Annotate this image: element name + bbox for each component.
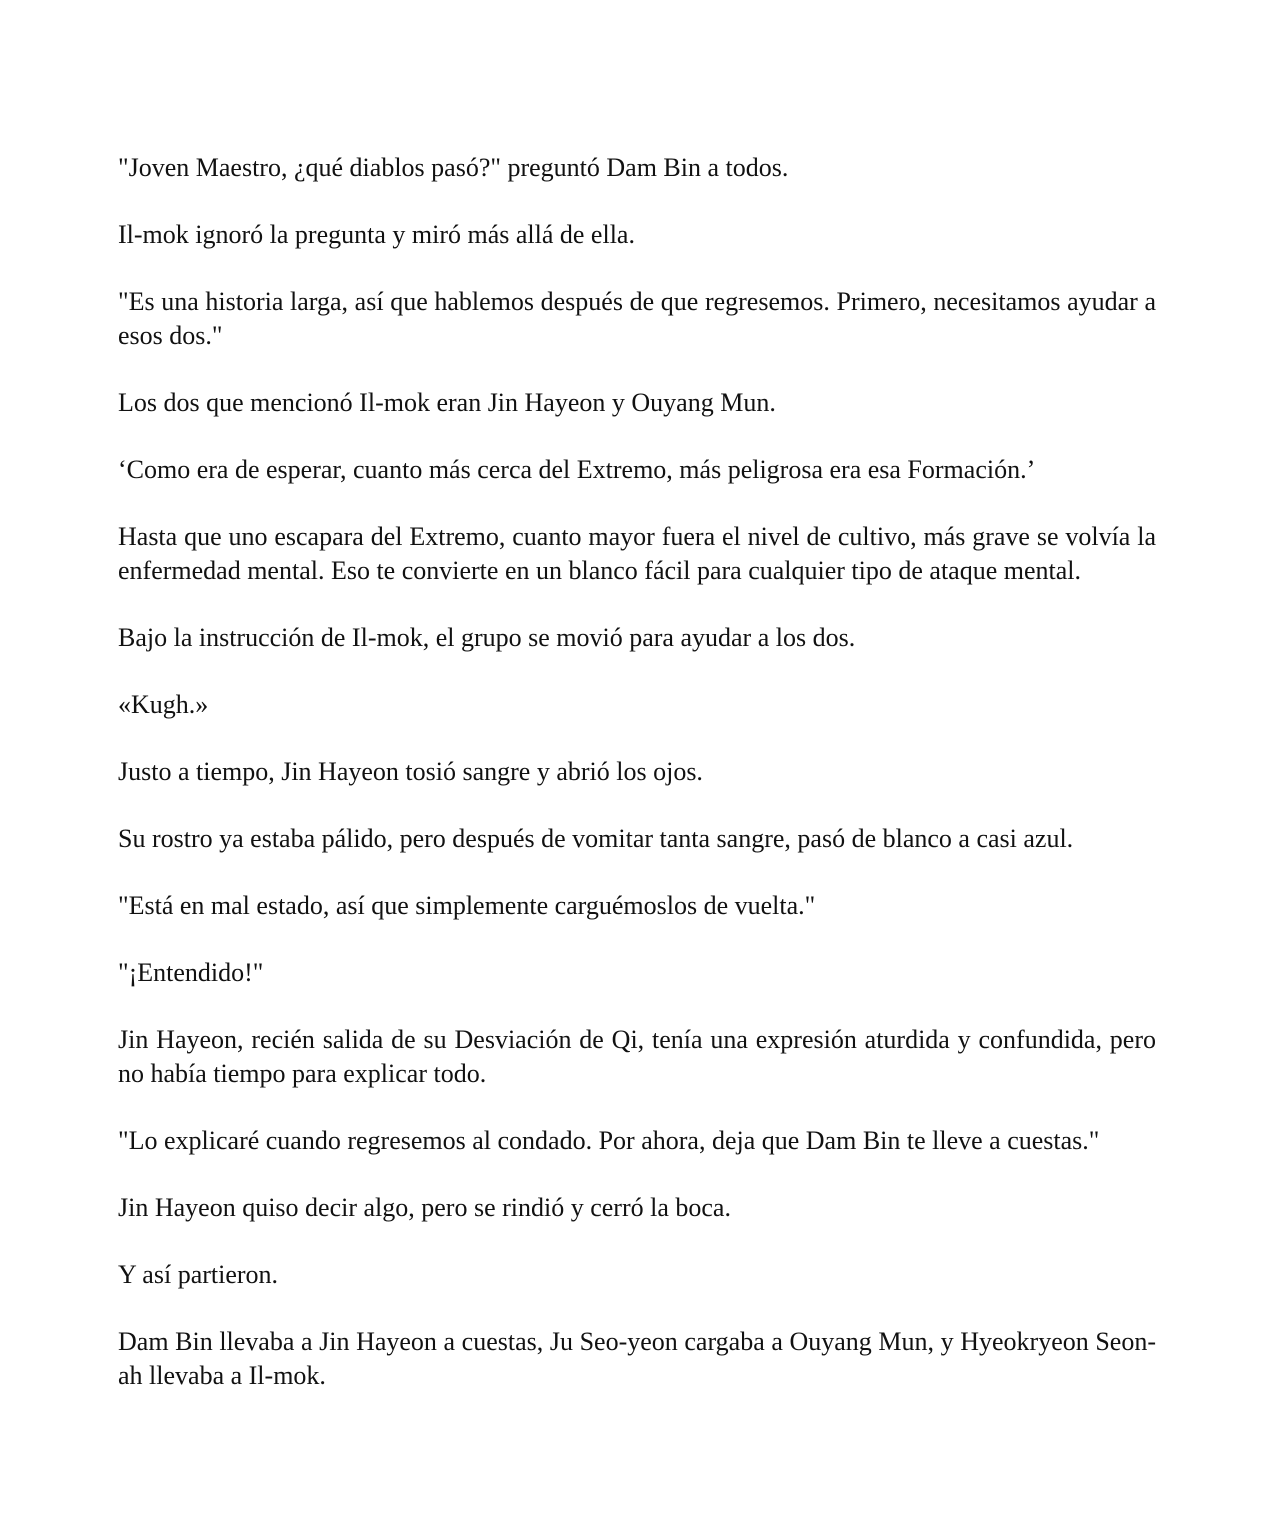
paragraph-3: "Es una historia larga, así que hablemos después de que regresemos. Primero, necesitamos ayudar a esos dos." [118, 287, 1156, 350]
document-page [118, 151, 1156, 1393]
paragraph-14: "Lo explicaré cuando regresemos al condado. Por ahora, deja que Dam Bin te lleve a cuestas." [118, 1126, 1100, 1155]
paragraph-16: Y así partieron. [118, 1260, 279, 1289]
paragraph-9: Justo a tiempo, Jin Hayeon tosió sangre y abrió los ojos. [118, 757, 703, 786]
paragraph-8: «Kugh.» [118, 690, 209, 719]
paragraph-6: Hasta que uno escapara del Extremo, cuanto mayor fuera el nivel de cultivo, más grave se volvía la enfermedad mental. Eso te convierte en un blanco fácil para cualquier tipo de ataque mental. [118, 522, 1156, 585]
paragraph-11: "Está en mal estado, así que simplemente carguémoslos de vuelta." [118, 891, 816, 920]
paragraph-2: Il-mok ignoró la pregunta y miró más allá de ella. [118, 220, 635, 249]
paragraph-15: Jin Hayeon quiso decir algo, pero se rindió y cerró la boca. [118, 1193, 731, 1222]
paragraph-17: Dam Bin llevaba a Jin Hayeon a cuestas, Ju Seo-yeon cargaba a Ouyang Mun, y Hyeokryeon Seon-ah llevaba a Il-mok. [118, 1327, 1156, 1390]
paragraph-7: Bajo la instrucción de Il-mok, el grupo se movió para ayudar a los dos. [118, 623, 856, 652]
paragraph-4: Los dos que mencionó Il-mok eran Jin Hayeon y Ouyang Mun. [118, 388, 776, 417]
paragraph-1: "Joven Maestro, ¿qué diablos pasó?" preguntó Dam Bin a todos. [118, 153, 789, 182]
paragraph-10: Su rostro ya estaba pálido, pero después de vomitar tanta sangre, pasó de blanco a casi azul. [118, 824, 1074, 853]
paragraph-13: Jin Hayeon, recién salida de su Desviación de Qi, tenía una expresión aturdida y confundida, pero no había tiempo para explicar todo. [118, 1025, 1156, 1088]
paragraph-5: ‘Como era de esperar, cuanto más cerca del Extremo, más peligrosa era esa Formación.’ [118, 455, 1036, 484]
paragraph-12: "¡Entendido!" [118, 958, 264, 987]
